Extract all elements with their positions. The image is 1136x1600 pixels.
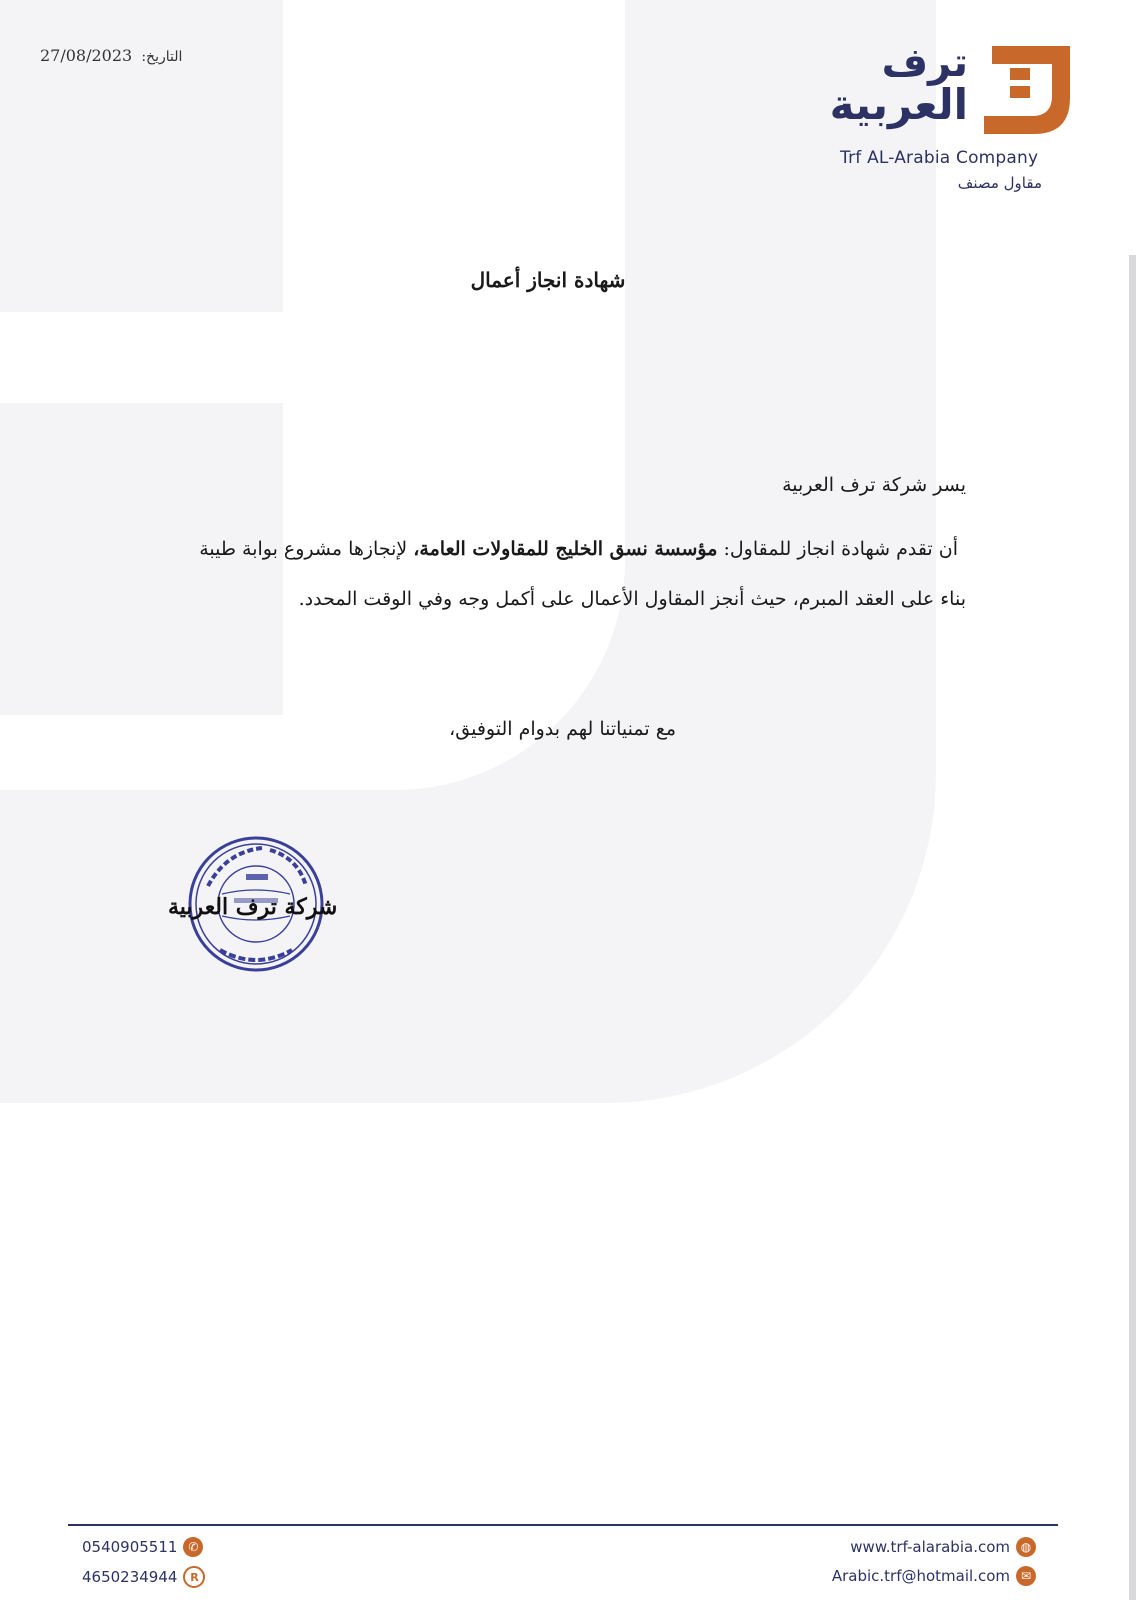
phone-number: 0540905511 — [82, 1538, 178, 1556]
footer-registration — [82, 1566, 205, 1588]
logo-english-name: Trf AL-Arabia Company — [840, 148, 1039, 168]
logo-arabic-line2: العربية — [829, 80, 968, 129]
phone-icon: ✆ — [183, 1537, 203, 1557]
company-logo — [829, 40, 1070, 200]
logo-arabic-line1: ترف — [881, 40, 968, 86]
globe-icon: ◍ — [1016, 1537, 1036, 1557]
email-address[interactable]: Arabic.trf@hotmail.com — [831, 1567, 1010, 1585]
paragraph-line-2: بناء على العقد المبرم، حيث أنجز المقاول الأعمال على أكمل وجه وفي الوقت المحدد. — [298, 588, 966, 610]
page-edge — [1129, 255, 1136, 1600]
document-date — [40, 46, 182, 65]
logo-mark-icon — [962, 46, 1070, 134]
logo-arabic-name — [829, 40, 968, 129]
para1-prefix: أن تقدم شهادة انجاز للمقاول: — [723, 538, 958, 560]
document-title: شهادة انجاز أعمال — [470, 268, 626, 292]
logo-subtitle: مقاول مصنف — [957, 174, 1042, 192]
date-label: التاريخ: — [141, 49, 183, 65]
greeting-text: يسر شركة ترف العربية — [782, 474, 966, 496]
signature-company-name: شركة ترف العربية — [168, 894, 338, 920]
registered-icon: R — [183, 1566, 205, 1588]
envelope-icon: ✉ — [1016, 1566, 1036, 1586]
paragraph-line-1 — [199, 538, 958, 560]
website-url[interactable]: www.trf-alarabia.com — [850, 1538, 1010, 1556]
footer-phone — [82, 1537, 203, 1557]
para1-suffix: لإنجازها مشروع بوابة طيبة — [199, 538, 408, 560]
footer-website — [850, 1537, 1036, 1557]
footer-email — [832, 1566, 1036, 1586]
contractor-name: مؤسسة نسق الخليج للمقاولات العامة، — [413, 538, 718, 560]
closing-text: مع تمنياتنا لهم بدوام التوفيق، — [449, 718, 676, 740]
footer-divider — [68, 1524, 1058, 1526]
date-value: 27/08/2023 — [40, 46, 133, 65]
registration-number: 4650234944 — [82, 1568, 178, 1586]
